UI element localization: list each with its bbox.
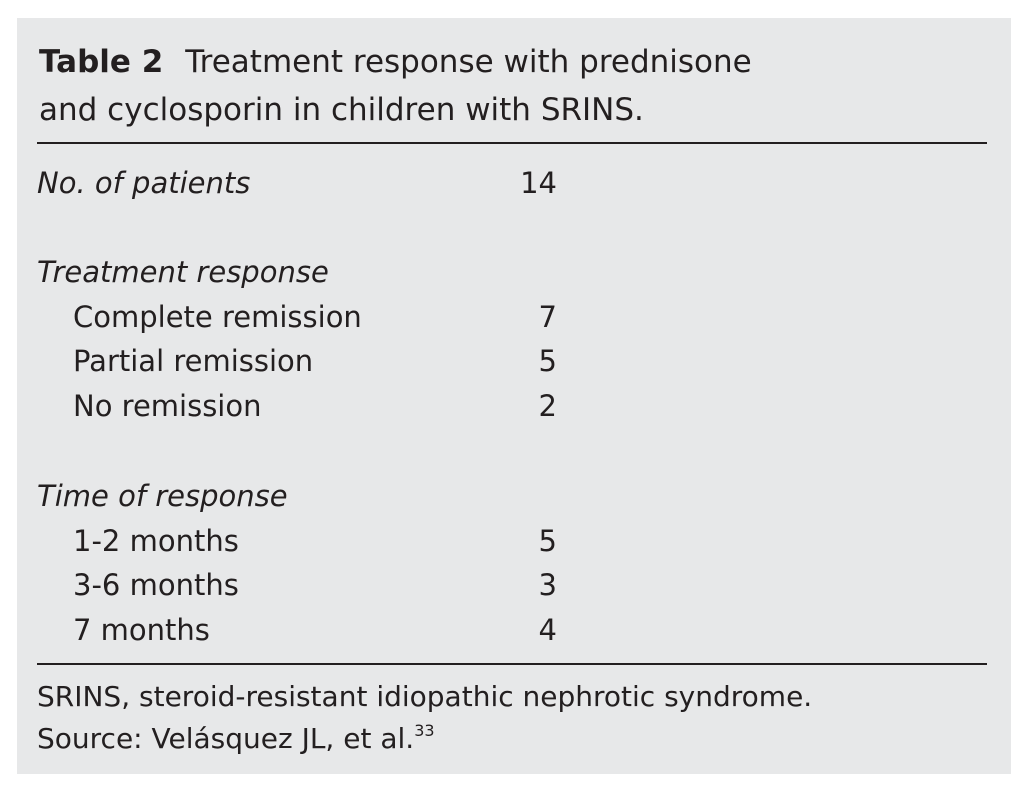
row-value-partial-remission: 5 — [538, 344, 557, 378]
table-caption — [39, 38, 979, 134]
row-value-3-6-months: 3 — [538, 568, 557, 602]
table-row — [37, 296, 557, 338]
caption-title-part-2: and cyclosporin in children with SRINS. — [39, 92, 644, 128]
table-row — [37, 609, 557, 651]
bottom-rule — [37, 663, 987, 665]
row-label-1-2-months: 1-2 months — [73, 524, 239, 558]
table-number: Table 2 — [39, 44, 164, 80]
row-label-no-remission: No remission — [73, 389, 262, 423]
section-heading-treatment-response: Treatment response — [37, 255, 329, 289]
row-value-patients: 14 — [520, 166, 557, 200]
row-label-7-months: 7 months — [73, 613, 210, 647]
table-panel — [17, 18, 1011, 774]
caption-title-part-1: Treatment response with prednisone — [185, 44, 752, 80]
table-row — [37, 520, 557, 562]
row-label-complete-remission: Complete remission — [73, 300, 362, 334]
table-row — [37, 564, 557, 606]
row-value-1-2-months: 5 — [538, 524, 557, 558]
row-value-no-remission: 2 — [538, 389, 557, 423]
table-footnote — [37, 676, 987, 760]
caption-line-1 — [39, 38, 979, 86]
table-row — [37, 340, 557, 382]
footnote-abbreviation: SRINS, steroid-resistant idiopathic nephrotic syndrome. — [37, 680, 813, 713]
footnote-reference-number: 33 — [414, 721, 435, 740]
section-heading-row — [37, 475, 557, 517]
row-label-3-6-months: 3-6 months — [73, 568, 239, 602]
top-rule — [37, 142, 987, 144]
section-heading-time-of-response: Time of response — [37, 479, 288, 513]
section-heading-row — [37, 251, 557, 293]
row-label-partial-remission: Partial remission — [73, 344, 314, 378]
row-label-patients: No. of patients — [37, 166, 251, 200]
table-row — [37, 385, 557, 427]
row-value-7-months: 4 — [538, 613, 557, 647]
row-value-complete-remission: 7 — [538, 300, 557, 334]
footnote-source-line — [37, 718, 987, 760]
footnote-source: Source: Velásquez JL, et al. — [37, 722, 415, 755]
table-row — [37, 162, 557, 204]
